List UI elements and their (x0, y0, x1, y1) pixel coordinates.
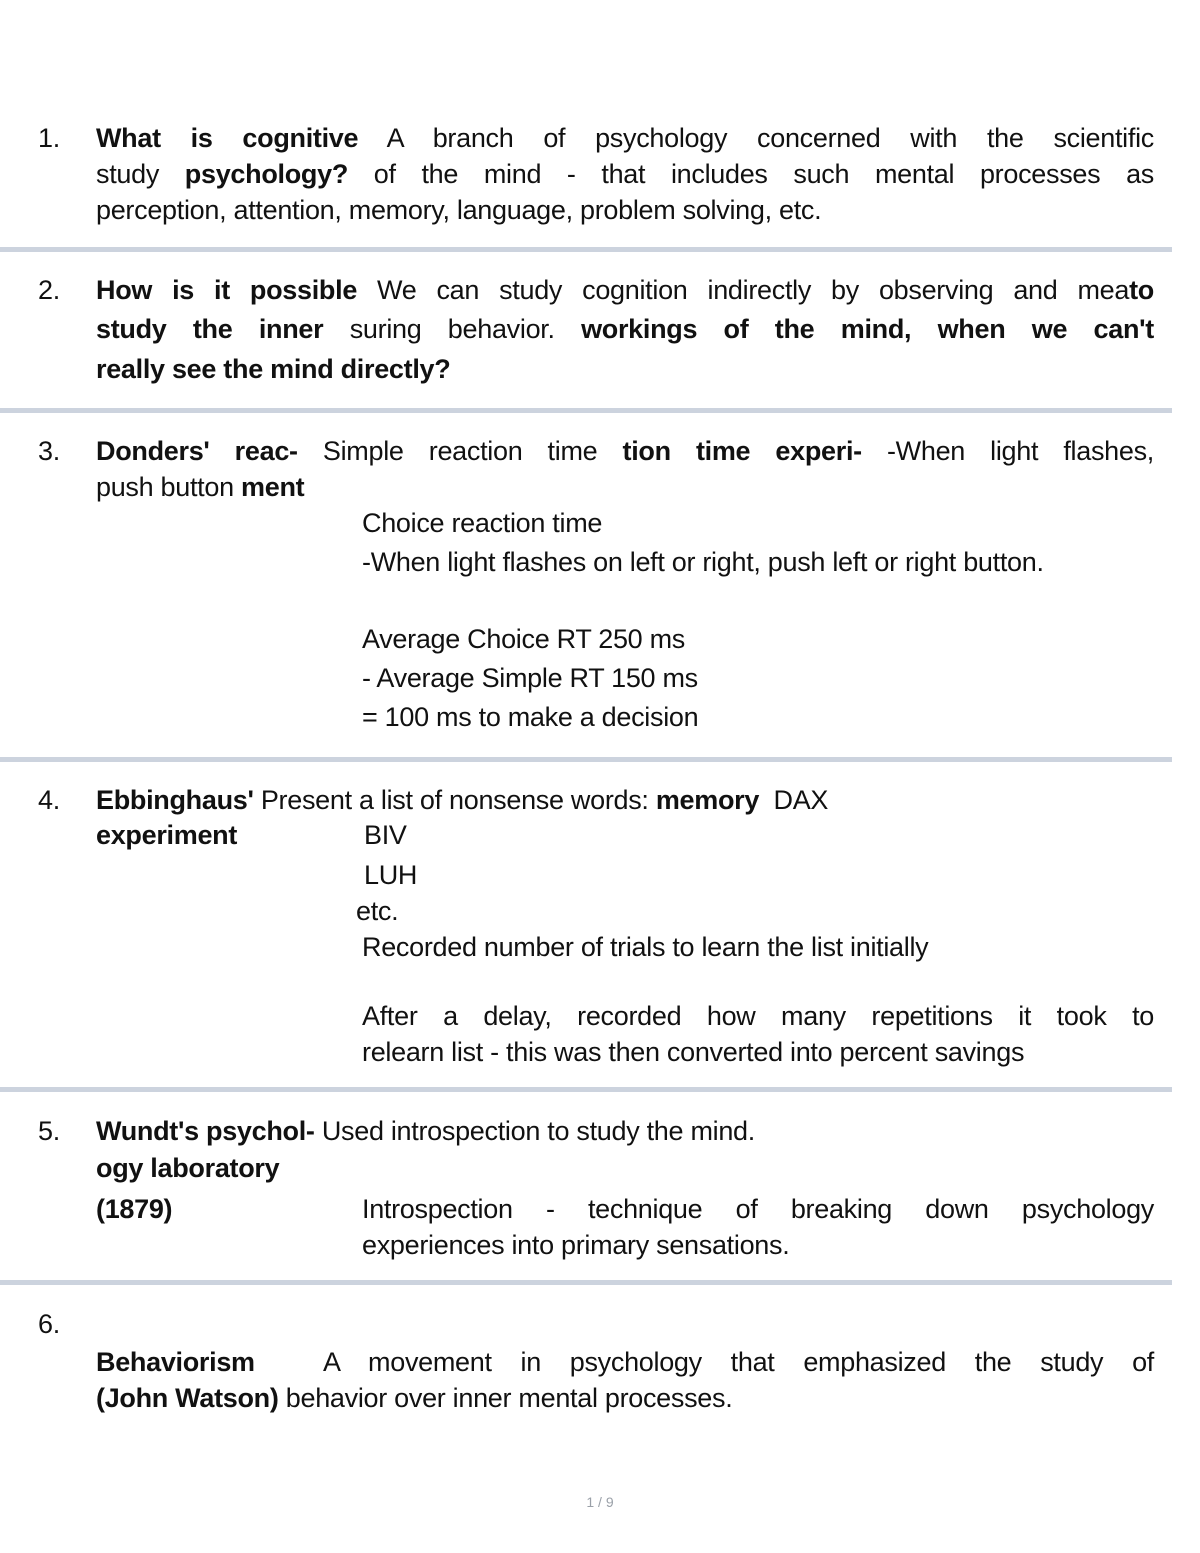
card-definition: Simple reaction time (297, 436, 623, 466)
card-line (96, 469, 1154, 506)
card-number: 5. (38, 1116, 60, 1146)
card-line: etc. (356, 896, 399, 926)
card-number: 3. (38, 436, 60, 466)
page-indicator: 1 / 9 (586, 1494, 614, 1510)
card-line: - Average Simple RT 150 ms (362, 663, 698, 693)
card-line (96, 1380, 1154, 1417)
card-line: BIV (364, 820, 407, 850)
card-line: Introspection - technique of breaking down psychology (362, 1194, 1154, 1224)
card-term: ment (241, 472, 305, 502)
card-number: 6. (38, 1309, 60, 1339)
card-term: ogy laboratory (96, 1153, 280, 1183)
card-line: LUH (364, 860, 418, 890)
card-definition: push button (96, 472, 242, 502)
card-definition: -When light flashes, (861, 436, 1154, 466)
card-line (96, 1344, 1154, 1381)
card-separator (0, 1280, 1172, 1285)
card-line: relearn list - this was then converted into percent savings (362, 1037, 1025, 1067)
card-term: Behaviorism (96, 1347, 255, 1377)
card-number: 4. (38, 785, 60, 815)
card-term: Donders' reac- (96, 436, 298, 466)
card-definition: behavior over inner mental processes. (278, 1383, 733, 1413)
card-term: workings of the mind, when we can't (581, 314, 1154, 344)
card-line: Recorded number of trials to learn the list initially (362, 932, 929, 962)
card-term: really see the mind directly? (96, 354, 451, 384)
card-line: = 100 ms to make a decision (362, 702, 699, 732)
card-number: 1. (38, 123, 60, 153)
card-line (96, 311, 1154, 348)
card-term: Ebbinghaus' (96, 785, 254, 815)
card-term: study the inner (96, 314, 324, 344)
card-line (96, 782, 1154, 819)
card-separator (0, 408, 1172, 413)
card-definition: Used introspection to study the mind. (314, 1116, 755, 1146)
card-line (96, 433, 1154, 470)
card-definition: Present a list of nonsense words: (253, 785, 656, 815)
card-term: (John Watson) (96, 1383, 279, 1413)
card-number: 2. (38, 275, 60, 305)
card-term: (1879) (96, 1194, 173, 1224)
card-definition: We can study cognition indirectly by observing and mea (357, 275, 1130, 305)
card-term: experiment (96, 820, 238, 850)
card-separator (0, 1087, 1172, 1092)
card-line (96, 120, 1154, 157)
card-definition: DAX (759, 785, 829, 815)
card-definition: A branch of psychology concerned with the scientific (358, 123, 1154, 153)
card-line: perception, attention, memory, language, problem solving, etc. (96, 195, 822, 225)
card-definition: study (96, 159, 185, 189)
card-term: How is it possible (96, 275, 358, 305)
card-separator (0, 247, 1172, 252)
card-definition: A movement in psychology that emphasized the study of (323, 1347, 1154, 1377)
card-line: Average Choice RT 250 ms (362, 624, 685, 654)
card-definition: suring behavior. (323, 314, 582, 344)
card-line (96, 1113, 1154, 1150)
card-separator (0, 757, 1172, 762)
card-term: What is cognitive (96, 123, 359, 153)
card-term: psychology? (184, 159, 349, 189)
card-line: Choice reaction time (362, 508, 603, 538)
card-term: tion time experi- (622, 436, 862, 466)
card-line: -When light flashes on left or right, push left or right button. (362, 547, 1044, 577)
card-term: memory (655, 785, 760, 815)
card-line: experiences into primary sensations. (362, 1230, 790, 1260)
card-line (96, 272, 1154, 309)
card-term: Wundt's psychol- (96, 1116, 315, 1146)
card-definition: of the mind - that includes such mental processes as (348, 159, 1154, 189)
card-line: After a delay, recorded how many repetitions it took to (362, 1001, 1154, 1031)
card-term: to (1129, 275, 1154, 305)
card-line (96, 156, 1154, 193)
